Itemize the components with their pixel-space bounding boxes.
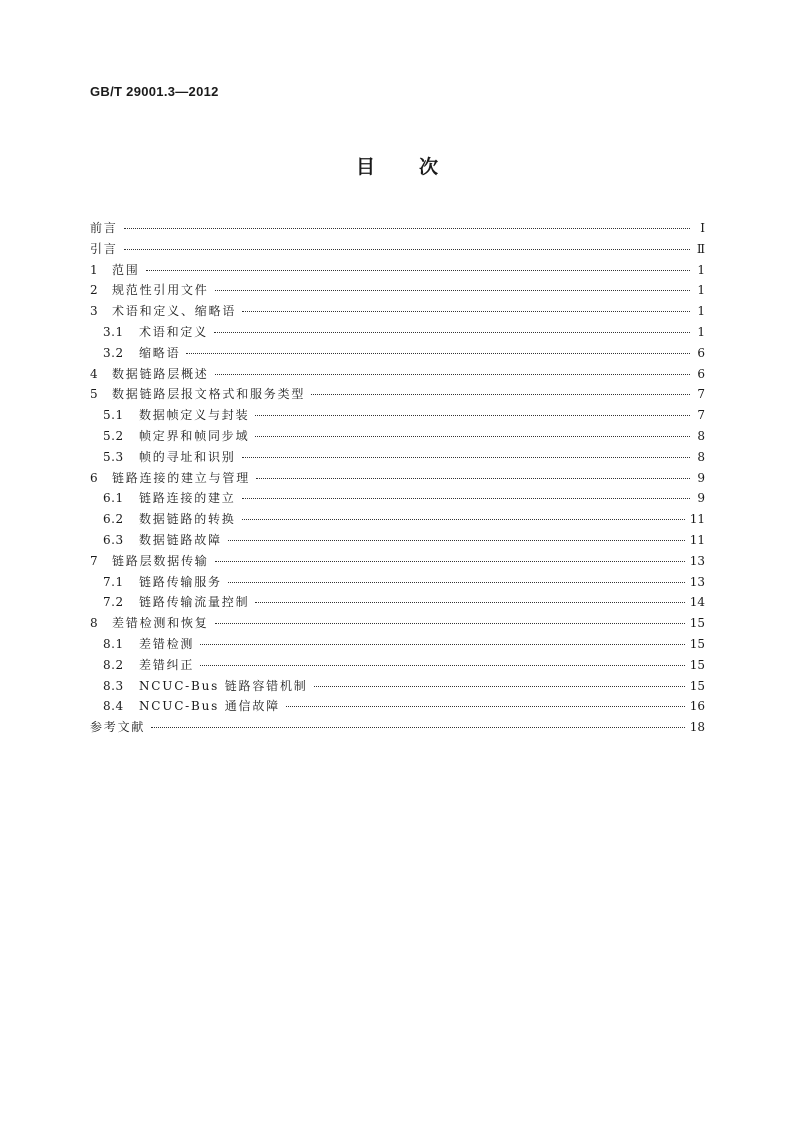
toc-label: 差错纠正 — [139, 657, 195, 672]
toc-label: 链路传输服务 — [139, 574, 222, 589]
toc-entry[interactable] — [90, 572, 705, 593]
dot-leader — [256, 478, 690, 479]
toc-page-number: 15 — [689, 616, 705, 631]
toc-label: 数据链路的转换 — [139, 512, 236, 527]
toc-number: 6 — [90, 470, 99, 485]
toc-number: 7 — [90, 553, 99, 568]
toc-label: 术语和定义、缩略语 — [112, 304, 237, 319]
toc-page-number: 1 — [697, 304, 705, 319]
toc-number: 7.1 — [103, 574, 124, 589]
toc-page-number: 6 — [697, 345, 705, 360]
toc-page-number: Ⅰ — [700, 221, 705, 235]
dot-leader — [214, 332, 690, 333]
toc-number: 3.1 — [103, 324, 124, 339]
toc-entry[interactable] — [90, 551, 705, 572]
dot-leader — [151, 727, 685, 728]
toc-entry[interactable] — [90, 322, 705, 343]
toc-page-number: 6 — [697, 366, 705, 381]
dot-leader — [124, 249, 690, 250]
toc-page-number: 1 — [697, 324, 705, 339]
toc-label: NCUC-Bus 链路容错机制 — [139, 678, 308, 693]
toc-page-number: 8 — [697, 428, 705, 443]
dot-leader — [242, 457, 690, 458]
toc-label: 差错检测和恢复 — [112, 616, 209, 631]
toc-label: 缩略语 — [139, 345, 181, 360]
toc-page-number: 15 — [689, 636, 705, 651]
dot-leader — [255, 415, 690, 416]
toc-page-number: 13 — [689, 553, 705, 568]
toc-number: 6.1 — [103, 491, 124, 506]
dot-leader — [255, 436, 690, 437]
page-title: 目次 — [355, 156, 482, 178]
toc-number: 5.1 — [103, 408, 124, 423]
toc-entry[interactable] — [90, 655, 705, 676]
toc-number: 5.2 — [103, 428, 124, 443]
toc-entry[interactable] — [90, 384, 705, 405]
toc-number: 3.2 — [103, 345, 124, 360]
standard-code: GB/T 29001.3—2012 — [90, 84, 219, 99]
toc-label: 数据帧定义与封装 — [139, 408, 250, 423]
toc-entry[interactable] — [90, 696, 705, 717]
toc-label: 差错检测 — [139, 636, 195, 651]
toc-page-number: 7 — [697, 387, 705, 402]
toc-page-number: 1 — [697, 283, 705, 298]
toc-page-number: 14 — [689, 595, 705, 610]
toc-page-number: 15 — [689, 657, 705, 672]
toc-number: 7.2 — [103, 595, 124, 610]
toc-entry[interactable] — [90, 426, 705, 447]
dot-leader — [124, 228, 690, 229]
toc-number: 3 — [90, 304, 99, 319]
toc-entry[interactable] — [90, 488, 705, 509]
toc-label: 数据链路故障 — [139, 532, 222, 547]
toc-number: 8.4 — [103, 699, 124, 714]
dot-leader — [200, 665, 685, 666]
dot-leader — [314, 686, 685, 687]
toc-entry[interactable] — [90, 364, 705, 385]
toc-label: 范围 — [112, 262, 140, 277]
toc-page-number: 11 — [689, 532, 705, 547]
dot-leader — [242, 498, 690, 499]
toc-number: 1 — [90, 262, 99, 277]
toc-number: 5.3 — [103, 449, 124, 464]
toc-entry[interactable] — [90, 592, 705, 613]
toc-page-number: 11 — [689, 512, 705, 527]
dot-leader — [311, 394, 690, 395]
toc-page-number: 13 — [689, 574, 705, 589]
toc-entry[interactable] — [90, 343, 705, 364]
toc-page-number: 9 — [697, 491, 705, 506]
toc-number: 8.3 — [103, 678, 124, 693]
toc-label: 链路连接的建立与管理 — [112, 470, 251, 485]
toc-entry[interactable] — [90, 717, 705, 738]
dot-leader — [286, 706, 685, 707]
toc-entry[interactable] — [90, 509, 705, 530]
toc-entry[interactable] — [90, 260, 705, 281]
dot-leader — [228, 582, 685, 583]
toc-page-number: Ⅱ — [696, 241, 705, 256]
dot-leader — [242, 519, 685, 520]
toc-entry[interactable] — [90, 613, 705, 634]
toc-label: 帧的寻址和识别 — [139, 449, 236, 464]
toc-page-number: 18 — [689, 720, 705, 735]
dot-leader — [228, 540, 685, 541]
dot-leader — [215, 374, 690, 375]
toc-entry[interactable] — [90, 405, 705, 426]
toc-page-number: 8 — [697, 449, 705, 464]
dot-leader — [215, 290, 690, 291]
toc-label: 链路层数据传输 — [112, 553, 209, 568]
dot-leader — [146, 270, 690, 271]
toc-entry[interactable] — [90, 530, 705, 551]
toc-label: 链路连接的建立 — [139, 491, 236, 506]
toc-label: 术语和定义 — [139, 324, 209, 339]
toc-number: 6.2 — [103, 512, 124, 527]
toc-page-number: 15 — [689, 678, 705, 693]
toc-entry[interactable] — [90, 634, 705, 655]
dot-leader — [200, 644, 685, 645]
toc-page-number: 16 — [689, 699, 705, 714]
toc-label: 链路传输流量控制 — [139, 595, 250, 610]
toc-page-number: 7 — [697, 408, 705, 423]
toc-number: 8.1 — [103, 636, 124, 651]
toc-number: 2 — [90, 283, 99, 298]
toc-entry[interactable] — [90, 301, 705, 322]
dot-leader — [215, 623, 685, 624]
toc-label: NCUC-Bus 通信故障 — [139, 699, 280, 714]
toc-page-number: 1 — [697, 262, 705, 277]
toc-label: 前言 — [90, 221, 118, 235]
dot-leader — [242, 311, 690, 312]
toc-number: 4 — [90, 366, 99, 381]
toc-number: 8.2 — [103, 657, 124, 672]
toc-entry[interactable] — [90, 447, 705, 468]
toc-entry[interactable] — [90, 239, 705, 260]
toc-label: 数据链路层报文格式和服务类型 — [112, 387, 306, 402]
toc-number: 6.3 — [103, 532, 124, 547]
toc-number: 5 — [90, 387, 99, 402]
toc-label: 帧定界和帧同步域 — [139, 428, 250, 443]
toc-label: 数据链路层概述 — [112, 366, 209, 381]
table-of-contents — [90, 218, 705, 738]
toc-label: 规范性引用文件 — [112, 283, 209, 298]
toc-entry[interactable] — [90, 468, 705, 489]
toc-number: 8 — [90, 616, 99, 631]
toc-page-number: 9 — [697, 470, 705, 485]
dot-leader — [255, 602, 684, 603]
toc-label: 引言 — [90, 241, 118, 256]
dot-leader — [186, 353, 690, 354]
dot-leader — [215, 561, 685, 562]
toc-entry[interactable] — [90, 218, 705, 239]
toc-label: 参考文献 — [90, 720, 146, 735]
toc-entry[interactable] — [90, 280, 705, 301]
toc-entry[interactable] — [90, 676, 705, 697]
